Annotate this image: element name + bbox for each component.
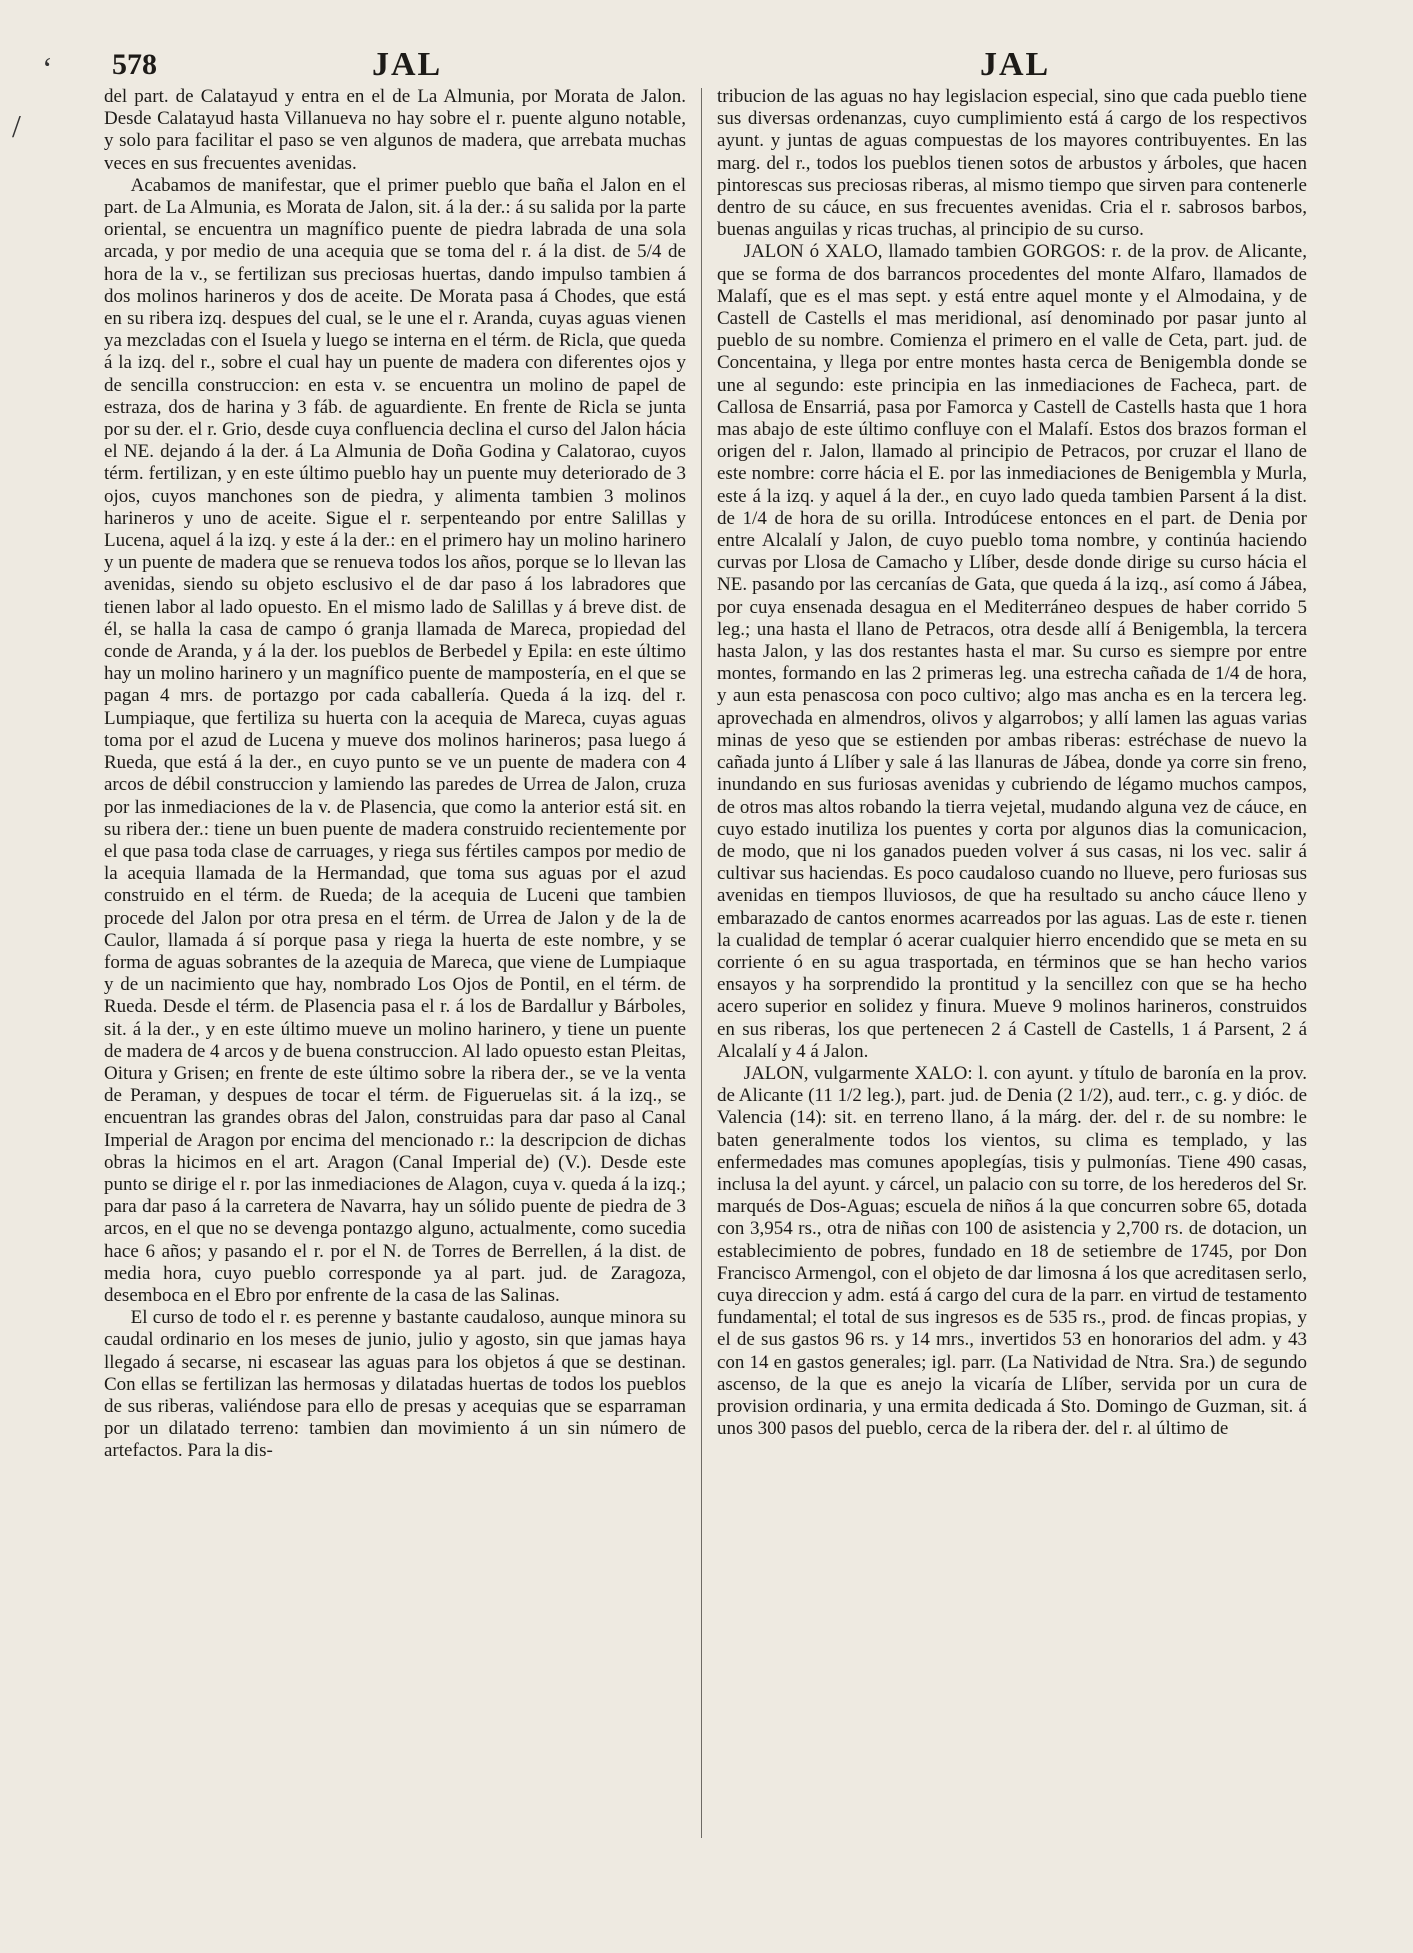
margin-ink-mark: /: [12, 108, 21, 144]
running-head-left: JAL: [372, 46, 443, 83]
left-column: [104, 86, 686, 1463]
running-head-right: JAL: [980, 46, 1051, 83]
paragraph: El curso de todo el r. es perenne y bastante caudaloso, aunque minora su caudal ordinario en los meses de junio, julio y agosto, sin que jamas haya llegado á secarse, ni escasear las aguas para los objetos á que se destinan. Con ellas se fertilizan las hermosas y dilatadas huertas de todos los pueblos de sus riberas, valiéndose para ello de presas y acequias que se esparraman por un dilatado terreno: tambien dan movimiento á un sin número de artefactos. Para la dis-: [104, 1307, 686, 1462]
paragraph: JALON, vulgarmente XALO: l. con ayunt. y título de baronía en la prov. de Alicante (11 1/2 leg.), part. jud. de Denia (2 1/2), aud. terr., c. g. y dióc. de Valencia (14): sit. en terreno llano, á la márg. der. del r. de su nombre: le baten generalmente todos los vientos, su clima es templado, y las enfermedades mas comunes apoplegías, tisis y pulmonías. Tiene 490 casas, inclusa la del ayunt. y cárcel, un palacio con su torre, de los herederos del Sr. marqués de Dos-Aguas; escuela de niños á la que concurren sobre 65, dotada con 3,954 rs., otra de niñas con 100 de asistencia y 2,700 rs. de dotacion, un establecimiento de pobres, fundado en 18 de setiembre de 1745, por Don Francisco Armengol, con el objeto de dar limosna á los que acreditasen serlo, cuya direccion y adm. está á cargo del cura de la parr. en virtud de testamento fundamental; el total de sus ingresos es de 535 rs., prod. de fincas propias, y el de sus gastos 96 rs. y 14 mrs., invertidos 53 en honorarios del adm. y 43 con 14 en gastos generales; igl. parr. (La Natividad de Ntra. Sra.) de segundo ascenso, de la que es anejo la vicaría de Llíber, servida por un cura de provision ordinaria, y una ermita dedicada á Sto. Domingo de Guzman, sit. á unos 300 pasos del pueblo, cerca de la ribera der. del r. al último de: [717, 1062, 1307, 1440]
paragraph: Acabamos de manifestar, que el primer pueblo que baña el Jalon en el part. de La Almunia, es Morata de Jalon, sit. á la der.: á su salida por la parte oriental, se encuentra un magnífico puente de piedra labrada de una sola arcada, y por medio de una acequia que se toma del r. á la dist. de 5/4 de hora de la v., se fertilizan sus preciosas huertas, dando impulso tambien á dos molinos harineros y dos de aceite. De Morata pasa á Chodes, que está en su ribera izq. despues del cual, se le une el r. Aranda, cuyas aguas vienen ya mezcladas con el Isuela y luego se interna en el térm. de Ricla, que queda á la izq. del r., sobre el cual hay un puente de madera con diferentes ojos y de sencilla construccion: en esta v. se encuentra un molino de papel de estraza, dos de harina y 3 fáb. de aguardiente. En frente de Ricla se junta por su der. el r. Grio, desde cuya confluencia declina el curso del Jalon hácia el NE. dejando á la der. á La Almunia de Doña Godina y Calatorao, cuyos térm. fertilizan, y en este último pueblo hay un puente muy deteriorado de 3 ojos, cuyos manchones son de piedra, y alimenta tambien 3 molinos harineros y uno de aceite. Sigue el r. serpenteando por entre Salillas y Lucena, aquel á la izq. y este á la der.: en el primero hay un molino harinero y un puente de madera que se renueva todos los años, porque se lo llevan las avenidas, siendo su objeto esclusivo el de dar paso á los labradores que tienen labor al lado opuesto. En el mismo lado de Salillas y á breve dist. de él, se halla la casa de campo ó granja llamada de Mareca, propiedad del conde de Aranda, y á la der. los pueblos de Berbedel y Epila: en este último hay un molino harinero y un magnífico puente de mampostería, en el que se pagan 4 mrs. de portazgo por cada caballería. Queda á la izq. del r. Lumpiaque, que fertiliza su huerta con la acequia de Mareca, cuyas aguas toma por el azud de Lucena y mueve dos molinos harineros; pasa luego á Rueda, que está á la der., en cuyo punto se ve un puente de madera con 4 arcos de débil construccion y lamiendo las paredes de Urrea de Jalon, cruza por las inmediaciones de la v. de Plasencia, que como la anterior está sit. en su ribera der.: tiene un buen puente de madera construido recientemente por el que pasa toda clase de carruages, y riega sus fértiles campos por medio de la acequia llamada de la Hermandad, que toma sus aguas por el azud construido en el térm. de Rueda; de la acequia de Luceni que tambien procede del Jalon por otra presa en el térm. de Urrea de Jalon y de la de Caulor, llamada á sí porque pasa y riega la huerta de este nombre, y se forma de aguas sobrantes de la azequia de Mareca, que viene de Lumpiaque y de un nacimiento que hay, nombrado Los Ojos de Pontil, en el térm. de Rueda. Desde el térm. de Plasencia pasa el r. á los de Bardallur y Bárboles, sit. á la der., y en este último mueve un molino harinero, y tiene un puente de madera de 4 arcos y de buena construccion. Al lado opuesto estan Pleitas, Oitura y Grisen; en frente de este último sobre la ribera der., se ve la venta de Peraman, y despues de tocar el térm. de Figueruelas sit. á la izq., se encuentran las grandes obras del Jalon, construidas para dar paso al Canal Imperial de Aragon por encima del mencionado r.: la descripcion de dichas obras la hicimos en el art. Aragon (Canal Imperial de) (V.). Desde este punto se dirige el r. por las inmediaciones de Alagon, cuya v. queda á la izq.; para dar paso á la carretera de Navarra, hay un sólido puente de piedra de 3 arcos, en el que no se devenga pontazgo alguno, actualmente, como sucedia hace 6 años; y pasando el r. por el N. de Torres de Berrellen, á la dist. de media hora, cuyo pueblo corresponde ya al part. jud. de Zaragoza, desemboca en el Ebro por enfrente de la casa de las Salinas.: [104, 174, 686, 1306]
margin-ink-mark: ʻ: [42, 50, 53, 86]
column-divider: [701, 88, 702, 1838]
right-column: [717, 86, 1307, 1440]
page-number: 578: [112, 48, 157, 81]
paragraph: JALON ó XALO, llamado tambien GORGOS: r. de la prov. de Alicante, que se forma de dos barrancos procedentes del monte Alfaro, llamados de Malafí, que es el mas sept. y está entre aquel monte y el Almodaina, y de Castell de Castells el mas meridional, así denominado por pasar junto al pueblo de su nombre. Comienza el primero en el valle de Ceta, part. jud. de Concentaina, y llega por entre montes hasta cerca de Benigembla donde se une al segundo: este principia en las inmediaciones de Facheca, part. de Callosa de Ensarriá, pasa por Famorca y Castell de Castells hasta que 1 hora mas abajo de este último confluye con el Malafí. Estos dos brazos forman el origen del r. Jalon, llamado al principio de Petracos, por cruzar el llano de este nombre: corre hácia el E. por las inmediaciones de Benigembla y Murla, este á la izq. y aquel á la der., en cuyo lado queda tambien Parsent á la dist. de 1/4 de hora de su orilla. Introdúcese entonces en el part. de Denia por entre Alcalalí y Jalon, de cuyo pueblo toma nombre, y continúa haciendo curvas por Llosa de Camacho y Llíber, desde donde dirige su curso hácia el NE. pasando por las cercanías de Gata, que queda á la izq., así como á Jábea, por cuya ensenada desagua en el Mediterráneo despues de haber corrido 5 leg.; una hasta el llano de Petracos, otra desde allí á Benigembla, la tercera hasta Jalon, y las dos restantes hasta el mar. Su curso es siempre por entre montes, formando en las 2 primeras leg. una estrecha cañada de 1/4 de hora, y aun esta penascosa con poco cultivo; algo mas ancha es en la tercera leg. aprovechada en almendros, olivos y algarrobos; y allí lamen las aguas varias minas de yeso que se estienden por ambas riberas: estréchase de nuevo la cañada junto á Llíber y sale á las llanuras de Jábea, donde ya corre sin freno, inundando en sus furiosas avenidas y cubriendo de légamo muchos campos, de otros mas altos robando la tierra vejetal, mudando alguna vez de cáuce, en cuyo estado inutiliza los puentes y corta por algunos dias la comunicacion, de modo, que ni los ganados pueden volver á sus casas, ni los vec. salir á cultivar sus haciendas. Es poco caudaloso cuando no llueve, pero furiosas sus avenidas en tiempos lluviosos, de que ha resultado su ancho cáuce lleno y embarazado de cantos enormes acarreados por las aguas. Las de este r. tienen la cualidad de templar ó acerar cualquier hierro encendido que se meta en su corriente ó en su agua trasportada, en términos que se han hecho varios ensayos y ha sorprendido la prontitud y la sencillez con que se ha hecho acero superior en solidez y finura. Mueve 9 molinos harineros, construidos en sus riberas, los que pertenecen 2 á Castell de Castells, 1 á Parsent, 2 á Alcalalí y 4 á Jalon.: [717, 241, 1307, 1062]
paragraph: del part. de Calatayud y entra en el de La Almunia, por Morata de Jalon. Desde Calatayud hasta Villanueva no hay sobre el r. puente alguno notable, y solo para facilitar el paso se ven algunos de madera, que arrebata muchas veces en sus frecuentes avenidas.: [104, 86, 686, 174]
paragraph: tribucion de las aguas no hay legislacion especial, sino que cada pueblo tiene sus diversas ordenanzas, cuyo cumplimiento está á cargo de los respectivos ayunt. y juntas de aguas compuestas de los mayores contribuyentes. En las marg. del r., todos los pueblos tienen sotos de arbustos y árboles, que hacen pintorescas sus preciosas riberas, al mismo tiempo que sirven para contenerle dentro de su cáuce, en sus frecuentes avenidas. Cria el r. sabrosos barbos, buenas anguilas y ricas truchas, al principio de su curso.: [717, 86, 1307, 241]
